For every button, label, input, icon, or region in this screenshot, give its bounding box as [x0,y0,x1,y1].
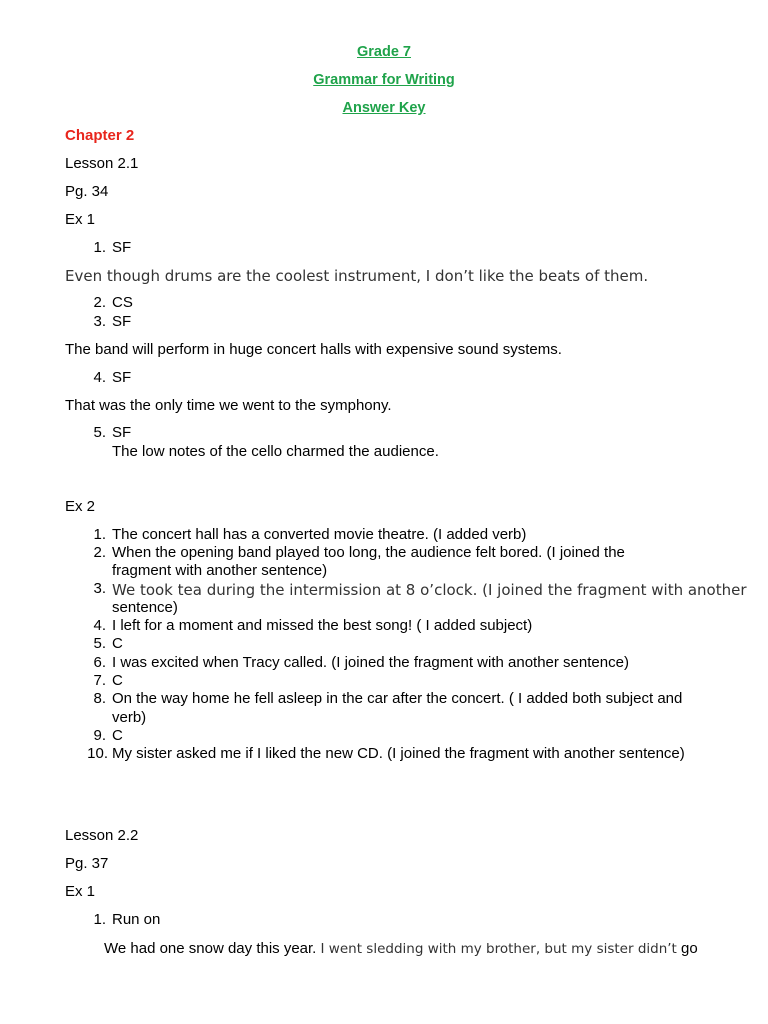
corrected-sentence: The low notes of the cello charmed the audience. [112,443,439,460]
list-item-continuation: verb) [112,709,147,726]
exercise-label: Ex 2 [65,498,96,515]
list-number: 3. [93,580,106,597]
page-reference: Pg. 37 [65,855,109,872]
sentence-part: go [681,940,698,957]
list-item: SF [112,424,132,441]
list-number: 6. [93,654,106,671]
list-item: When the opening band played too long, the audience felt bored. (I joined the [112,544,625,561]
list-item: SF [112,239,132,256]
list-item-continuation: fragment with another sentence) [112,562,328,579]
list-number: 2. [93,294,106,311]
list-number: 5. [93,635,106,652]
list-number: 10. [87,745,108,762]
list-item: On the way home he fell asleep in the car after the concert. ( I added both subject and [112,690,683,707]
answer-key-heading: Answer Key [342,100,426,116]
list-item: C [112,672,123,689]
list-item: Run on [112,911,161,928]
list-item: C [112,727,123,744]
list-item: I was excited when Tracy called. (I joined the fragment with another sentence) [112,654,629,671]
exercise-label: Ex 1 [65,211,96,228]
lesson-title: Lesson 2.1 [65,155,139,172]
chapter-title: Chapter 2 [65,127,135,144]
list-number: 1. [93,911,106,928]
page-reference: Pg. 34 [65,183,109,200]
list-item: I left for a moment and missed the best song! ( I added subject) [112,617,533,634]
sentence-part: I went sledding with my brother, but my sister didn’t [320,941,677,957]
list-number: 9. [93,727,106,744]
list-number: 7. [93,672,106,689]
list-item-continuation: sentence) [112,599,178,616]
list-number: 1. [93,239,106,256]
list-number: 5. [93,424,106,441]
list-item: CS [112,294,133,311]
lesson-title: Lesson 2.2 [65,827,139,844]
corrected-sentence: That was the only time we went to the symphony. [65,397,392,414]
list-item: The concert hall has a converted movie theatre. (I added verb) [112,526,527,543]
list-number: 4. [93,617,106,634]
corrected-sentence: The band will perform in huge concert halls with expensive sound systems. [65,341,562,358]
list-number: 2. [93,544,106,561]
list-item: We took tea during the intermission at 8 o’clock. (I joined the fragment with another [112,581,747,599]
list-number: 8. [93,690,106,707]
list-item: SF [112,313,132,330]
list-number: 4. [93,369,106,386]
corrected-sentence: Even though drums are the coolest instrument, I don’t like the beats of them. [65,267,649,285]
grade-heading: Grade 7 [357,44,411,60]
corrected-sentence [104,940,698,957]
list-item: My sister asked me if I liked the new CD. (I joined the fragment with another sentence) [112,745,685,762]
subject-heading: Grammar for Writing [313,72,455,88]
list-number: 1. [93,526,106,543]
list-item: C [112,635,123,652]
list-item: SF [112,369,132,386]
list-number: 3. [93,313,106,330]
sentence-part: We had one snow day this year. [104,940,317,957]
exercise-label: Ex 1 [65,883,96,900]
